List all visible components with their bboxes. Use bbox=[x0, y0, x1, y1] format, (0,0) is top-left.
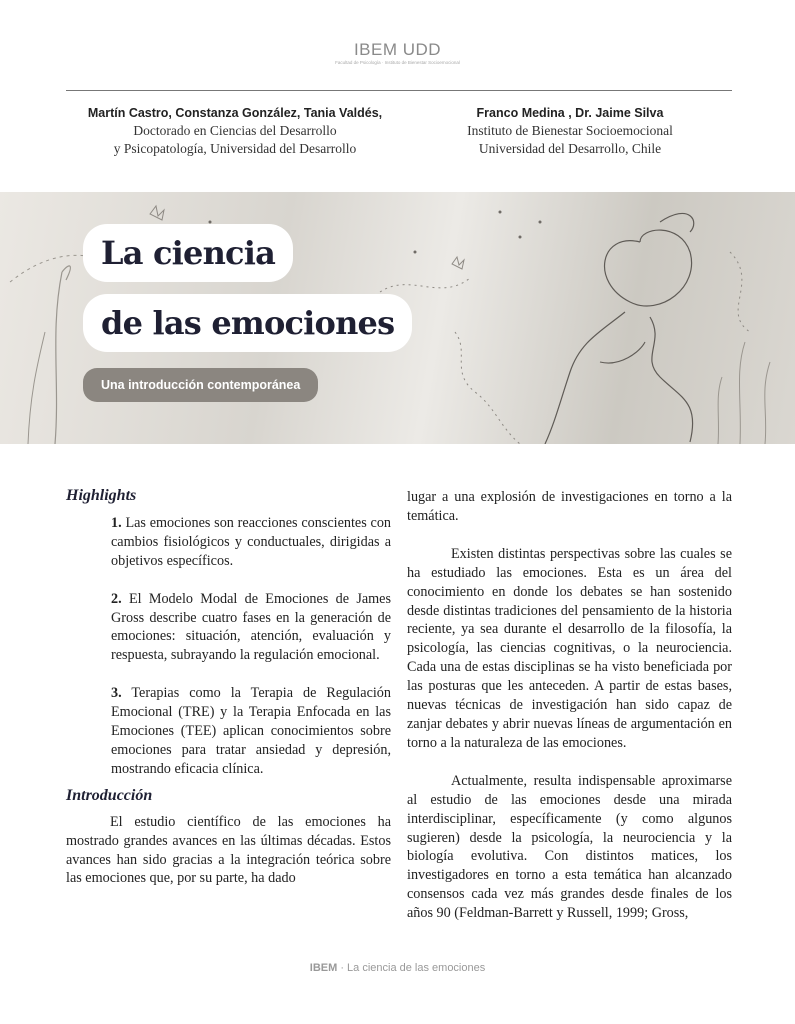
highlight-text: Las emociones son reacciones conscientes con cambios fisiológicos y conductuales, dirigidas a objetivos específicos. bbox=[111, 514, 392, 569]
authors-left bbox=[70, 104, 400, 158]
footer-text: · La ciencia de las emociones bbox=[337, 962, 486, 974]
left-column bbox=[66, 487, 391, 888]
affiliation-right-1: Instituto de Bienestar Socioemocional bbox=[467, 123, 673, 138]
authors-right bbox=[420, 104, 720, 158]
subtitle-badge: Una introducción contemporánea bbox=[83, 368, 318, 402]
logo-text: IBEM UDD bbox=[353, 40, 442, 59]
intro-paragraph: El estudio científico de las emociones ha mostrado grandes avances en las últimas décadas. Estos avances han sido gracias a la integración teórica sobre las emociones que, por su parte, ha dado bbox=[66, 813, 391, 887]
page-footer bbox=[0, 962, 795, 974]
highlight-item bbox=[66, 514, 391, 571]
affiliation-left-2: y Psicopatología, Universidad del Desarrollo bbox=[113, 141, 357, 156]
paragraph: Existen distintas perspectivas sobre las cuales se ha estudiado las emociones. Esta es un área del conocimiento en donde los debates se han sostenido desde distintas tradiciones del pensamiento de la historia reciente, ya sea durante el desarrollo de la filosofía, la psicología, las ciencias cognitivas, o la neurociencia. Cada una de estas disciplinas se ha visto beneficiada por las posturas que les anteceden. A partir de estas bases, nuevas técnicas de investigación han sido capaz de zanjar debates y abrir nuevas líneas de argumentación en torno a la naturaleza de las emociones. bbox=[407, 545, 732, 751]
affiliation-right-2: Universidad del Desarrollo, Chile bbox=[478, 141, 662, 156]
highlight-number: 1. bbox=[111, 514, 122, 531]
affiliation-left-1: Doctorado en Ciencias del Desarrollo bbox=[133, 123, 337, 138]
author-names-right: Franco Medina , Dr. Jaime Silva bbox=[476, 106, 664, 120]
title-line-2: de las emociones bbox=[83, 294, 412, 352]
paragraph: Actualmente, resulta indispensable aproximarse al estudio de las emociones desde una mirada interdisciplinar, específicamente (y como algunos sugieren) desde la psicología, la neurociencia y la biología evolutiva. Con distintos matices, los investigadores en torno a esta temática han alcanzado consensos cada vez más grandes desde finales de los años 90 (Feldman-Barrett y Russell, 1999; Gross, bbox=[407, 772, 732, 922]
footer-brand: IBEM bbox=[309, 962, 338, 974]
highlight-number: 2. bbox=[111, 590, 122, 607]
highlight-text: El Modelo Modal de Emociones de James Gross describe cuatro fases en la generación de emociones: situación, atención, evaluación y respuesta, subrayando la regulación emocional. bbox=[111, 590, 391, 664]
author-names-left: Martín Castro, Constanza González, Tania Valdés, bbox=[87, 106, 383, 120]
logo bbox=[0, 40, 795, 66]
highlights-heading: Highlights bbox=[66, 487, 137, 504]
logo-subtitle: Facultad de Psicología · Instituto de Bienestar Socioemocional bbox=[335, 60, 460, 65]
introduction-heading: Introducción bbox=[66, 786, 153, 804]
paragraph: lugar a una explosión de investigaciones en torno a la temática. bbox=[407, 489, 732, 524]
highlight-item bbox=[66, 684, 391, 779]
highlight-text: Terapias como la Terapia de Regulación Emocional (TRE) y la Terapia Enfocada en las Emociones (TEE) aplican conocimientos sobre emociones para tratar ansiedad y depresión, mostrando eficacia clínica. bbox=[111, 685, 391, 777]
highlight-number: 3. bbox=[111, 685, 122, 702]
right-column bbox=[407, 488, 732, 923]
header-divider bbox=[66, 90, 732, 91]
highlight-item bbox=[66, 590, 391, 666]
title-line-1: La ciencia bbox=[83, 224, 293, 282]
